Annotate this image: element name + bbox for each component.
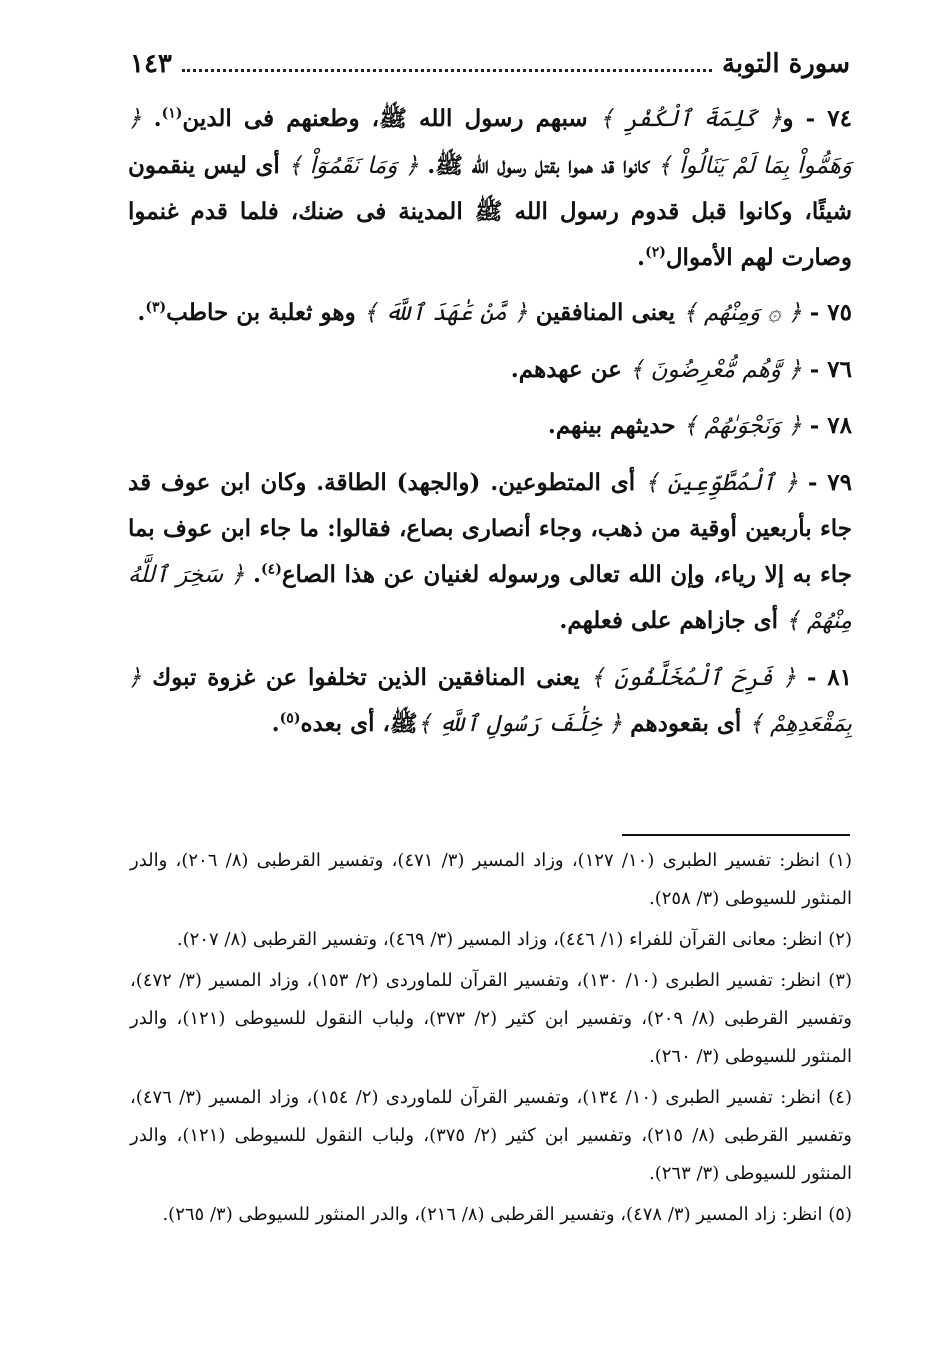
entry-text: .	[137, 299, 146, 326]
footnote-ref: (٤)	[261, 560, 282, 577]
entry-number: ٧٥ -	[809, 299, 852, 326]
footnote: (٣) انظر: تفسير الطبرى (١٠/ ١٣٠)، وتفسير القرآن للماوردى (٢/ ١٥٣)، وزاد المسير (٣/ ٤٧٢)، وتفسير القرطبى (٨/ ٢٠٩)، وتفسير ابن كثير (٢/ ٣٧٣)، ولباب النقول للسيوطى (١٢١)، والدر المنثور للسيوطى (٣/ ٢٦٠).	[130, 970, 853, 1067]
quran-quote: ﴿ كَلِمَةَ ٱلْكُفْرِ ﴾	[599, 106, 783, 132]
quran-quote: ﴿ ۞ وَمِنْهُم ﴾	[683, 300, 802, 326]
footnote: (٥) انظر: زاد المسير (٣/ ٤٧٨)، وتفسير القرطبى (٨/ ٢١٦)، والدر المنثور للسيوطى (٣/ ٢٦٥).	[162, 1204, 852, 1225]
quran-quote: ﴿ ٱلْمُطَّوِّعِينَ ﴾	[644, 469, 799, 496]
entry-text: كانوا قد هموا بقتل رسول الله ﷺ.	[418, 151, 658, 179]
entry-78	[128, 403, 852, 450]
footnote-separator	[622, 834, 850, 836]
entry-text: .	[271, 710, 280, 737]
footnote: (١) انظر: تفسير الطبرى (١٠/ ١٢٧)، وزاد المسير (٣/ ٤٧١)، وتفسير القرطبى (٨/ ٢٠٦)، والدر المنثور للسيوطى (٣/ ٢٥٨).	[130, 850, 853, 909]
entry-text: .	[141, 105, 162, 132]
entry-79	[128, 460, 852, 645]
footnote-ref: (٥)	[279, 710, 301, 727]
entry-text: و	[782, 105, 794, 132]
quran-quote: ﴿ وَنَجْوَىٰهُمْ ﴾	[683, 413, 802, 439]
commentary-body	[128, 96, 852, 758]
quran-quote: ﴿ بِمَقْعَدِهِمْ ﴾	[128, 664, 852, 737]
entry-text: يعنى المنافقين الذين تخلفوا عن غزوة تبوك	[141, 663, 591, 691]
entry-75	[128, 290, 852, 337]
footnote: (٤) انظر: تفسير الطبرى (١٠/ ١٣٤)، وتفسير القرآن للماوردى (٢/ ١٥٤)، وزاد المسير (٣/ ٤٧٦)، وتفسير القرطبى (٨/ ٢١٥)، وتفسير ابن كثير (٢/ ٣٧٥)، ولباب النقول للسيوطى (١٢١)، والدر المنثور للسيوطى (٣/ ٢٦٣).	[130, 1087, 853, 1184]
entry-text: عن عهدهم.	[510, 355, 630, 383]
entry-text: أى جازاهم على فعلهم.	[559, 607, 787, 634]
entry-76	[128, 347, 852, 394]
quran-quote: ﴿ مَّنْ عَٰهَدَ ٱللَّهَ ﴾	[363, 300, 528, 326]
page-header	[130, 42, 850, 86]
footnote-ref: (٣)	[145, 299, 167, 316]
header-dotted-leader	[182, 69, 712, 72]
entry-text: يعنى المنافقين	[527, 299, 684, 326]
quran-quote: ﴿ سَخِرَ ٱللَّهُ مِنْهُمْ ﴾	[128, 561, 852, 634]
quran-quote: ﴿ وَمَا نَقَمُوٓاْ ﴾	[288, 152, 419, 179]
entry-text: وهو ثعلبة بن حاطب	[166, 299, 364, 326]
footnote: (٢) انظر: معانى القرآن للفراء (١/ ٤٤٦)، وزاد المسير (٣/ ٤٦٩)، وتفسير القرطبى (٨/ ٢٠٧).	[176, 929, 852, 950]
quran-quote: ﴿ خِلَٰفَ رَسُولِ ٱللَّهِ ﴾	[417, 711, 623, 737]
entry-81	[128, 655, 852, 748]
footnote-ref: (٢)	[645, 243, 666, 260]
entry-number: ٧٤ -	[805, 105, 852, 132]
entry-text: .	[244, 560, 262, 588]
page-number: ١٤٣	[130, 49, 172, 79]
entry-text: أى بقعودهم	[622, 710, 750, 737]
entry-text: أى المتطوعين. (والجهد) الطاقة. وكان ابن عوف قد جاء بأربعين أوقية من ذهب، وجاء أنصارى بصاع، فقالوا: ما جاء ابن عوف بما جاء به إلا رياء، وإن الله تعالى ورسوله لغنيان عن هذا الصاع	[128, 468, 852, 588]
entry-text: سبهم رسول الله ﷺ، وطعنهم فى الدين	[182, 105, 600, 132]
footnotes	[130, 842, 852, 1237]
entry-number: ٧٩ -	[807, 468, 852, 496]
entry-text: .	[637, 243, 646, 271]
entry-number: ٧٨ -	[809, 412, 852, 439]
entry-text: حديثهم بينهم.	[547, 412, 684, 439]
entry-text: ﷺ، أى بعده	[300, 710, 418, 737]
quran-quote: ﴿ وَّهُم مُّعْرِضُونَ ﴾	[629, 356, 802, 383]
entry-text: أى ليس ينقمون شيئًا، وكانوا قبل قدوم رسول الله ﷺ المدينة فى ضنك، فلما قدم غنموا وصارت لهم الأموال	[128, 151, 852, 271]
surah-title: سورة التوبة	[721, 49, 850, 79]
entry-74	[128, 96, 852, 280]
footnote-ref: (١)	[161, 105, 183, 122]
entry-number: ٧٦ -	[809, 355, 852, 383]
quran-quote: ﴿ فَرِحَ ٱلْمُخَلَّفُونَ ﴾	[590, 664, 797, 691]
entry-number: ٨١ -	[806, 663, 852, 691]
quran-quote: ﴿ وَهَمُّواْ بِمَا لَمْ يَنَالُواْ ﴾	[128, 106, 852, 179]
